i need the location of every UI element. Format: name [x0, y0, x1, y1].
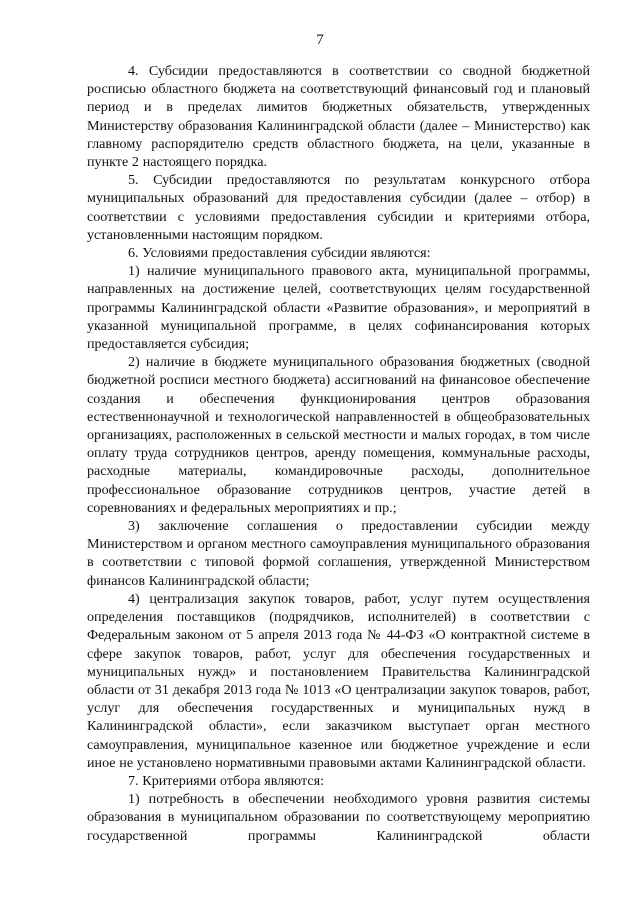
- paragraph-4-subsidies-budget: 4. Субсидии предоставляются в соответствии со сводной бюджетной росписью областного бюджета на соответствующий финансовый год и плановый период и в пределах лимитов бюджетных обязательств, утвержденных Министерству образования Калининградской области (далее – Министерство) как главному распорядителю средств областного бюджета, на цели, указанные в пункте 2 настоящего порядка.: [87, 63, 590, 171]
- condition-4-centralized-procurement: 4) централизация закупок товаров, работ, услуг путем осуществления определения поставщиков (подрядчиков, исполнителей) в соответствии с Федеральным законом от 5 апреля 2013 года № 44-ФЗ «О контрактной системе в сфере закупок товаров, работ, услуг для обеспечения государственных и муниципальных нужд» и постановлением Правительства Калининградской области от 31 декабря 2013 года № 1013 «О централизации закупок товаров, работ, услуг для обеспечения государственных и муниципальных нужд в Калининградской области», если заказчиком выступает орган местного самоуправления, муниципальное казенное или бюджетное учреждение и если иное не установлено нормативными правовыми актами Калининградской области.: [87, 590, 590, 771]
- condition-3-agreement: 3) заключение соглашения о предоставлении субсидии между Министерством и органом местного самоуправления муниципального образования в соответствии с типовой формой соглашения, утвержденной Министерством финансов Калининградской области;: [87, 518, 590, 589]
- page-number: 7: [316, 32, 324, 48]
- paragraph-5-competitive-selection: 5. Субсидии предоставляются по результатам конкурсного отбора муниципальных образований для предоставления субсидии (далее – отбор) в соответствии с условиями предоставления субсидии и критериями отбора, установленными настоящим порядком.: [87, 172, 590, 243]
- condition-2-budget-allocations: 2) наличие в бюджете муниципального образования бюджетных (сводной бюджетной росписи местного бюджета) ассигнований на финансовое обеспечение создания и обеспечения функционирования центров образования естественнонаучной и технологической направленностей в общеобразовательных организациях, расположенных в сельской местности и малых городах, в том числе оплату труда сотрудников центров, аренду помещения, коммунальные расходы, расходные материалы, командировочные расходы, дополнительное профессиональное образование сотрудников центров, участие детей в соревнованиях и федеральных мероприятиях и пр.;: [87, 354, 590, 516]
- paragraph-7-criteria-heading: 7. Критериями отбора являются:: [128, 772, 325, 789]
- condition-1-legal-act: 1) наличие муниципального правового акта, муниципальной программы, направленных на достижение целей, соответствующих целям государственной программы Калининградской области «Развитие образования», и мероприятий в указанной муниципальной программе, в целях софинансирования которых предоставляется субсидия;: [87, 263, 590, 353]
- criterion-1-development-need: 1) потребность в обеспечении необходимого уровня развития системы образования в муниципальном образовании по соответствующему мероприятию государственной программы Калининградской области: [87, 791, 590, 844]
- paragraph-6-conditions-heading: 6. Условиями предоставления субсидии являются:: [128, 245, 431, 262]
- document-body: [87, 62, 590, 845]
